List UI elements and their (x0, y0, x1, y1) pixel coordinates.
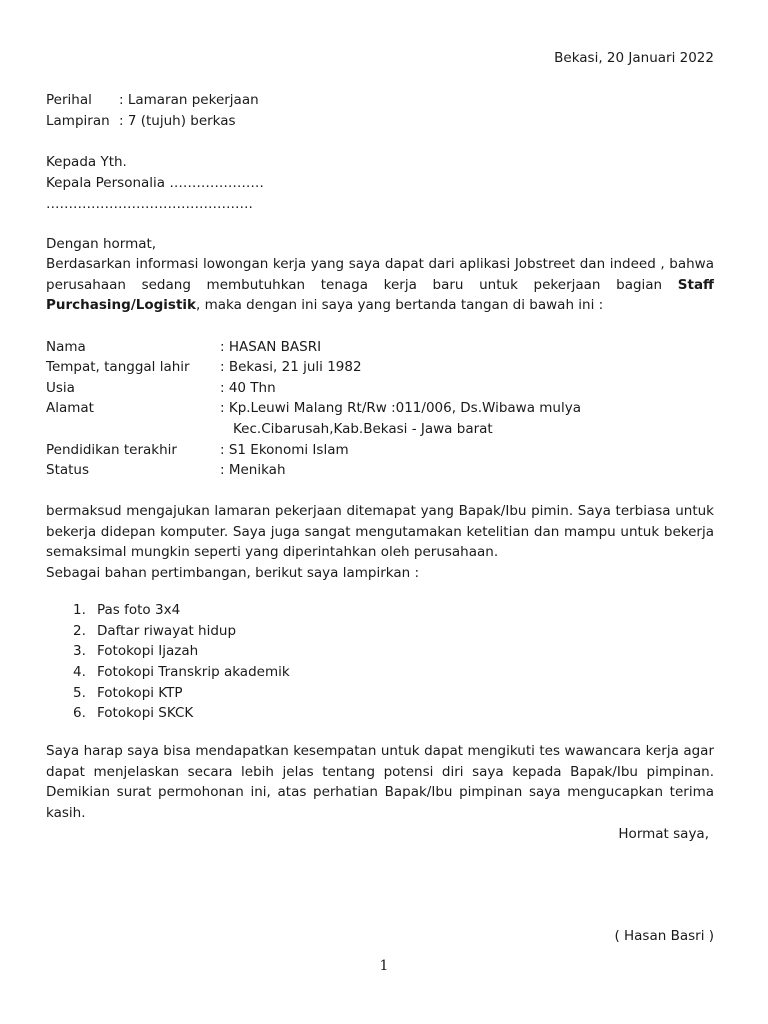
identity-row (46, 460, 714, 480)
identity-row (46, 398, 714, 418)
identity-value: : Kp.Leuwi Malang Rt/Rw :011/006, Ds.Wibawa mulya (220, 400, 581, 416)
signoff: Hormat saya, (618, 826, 709, 842)
list-number: 2. (73, 622, 86, 639)
greeting: Dengan hormat, (46, 236, 157, 252)
identity-label: Pendidikan terakhir (46, 442, 177, 458)
identity-label: Status (46, 462, 90, 478)
list-number: 5. (73, 684, 86, 701)
signature-name: ( Hasan Basri ) (614, 928, 714, 944)
letter-page (46, 0, 714, 1024)
identity-value: : HASAN BASRI (220, 339, 322, 355)
recipient-line-3: ………………………………………. (46, 196, 253, 212)
list-text: Pas foto 3x4 (97, 602, 181, 618)
recipient-line-1: Kepada Yth. (46, 154, 127, 170)
identity-label: Nama (46, 339, 86, 355)
identity-value: Kec.Cibarusah,Kab.Bekasi - Jawa barat (233, 421, 493, 437)
identity-row (46, 419, 714, 439)
list-number: 4. (73, 664, 86, 681)
list-text: Fotokopi SKCK (97, 705, 194, 722)
identity-label: Tempat, tanggal lahir (46, 359, 190, 375)
identity-value: : S1 Ekonomi Islam (220, 442, 349, 458)
identity-row (46, 378, 714, 398)
identity-value: : Menikah (220, 462, 286, 478)
list-text: Fotokopi Transkrip akademik (97, 664, 290, 681)
list-text: Daftar riwayat hidup (97, 622, 237, 639)
perihal-label: Perihal (46, 92, 92, 108)
list-text: Fotokopi Ijazah (97, 643, 199, 660)
page-number: 1 (379, 958, 389, 974)
intro-text-before: Berdasarkan informasi lowongan kerja yang saya dapat dari aplikasi Jobstreet dan indeed , bahwa perusahaan sedang membutuhkan tenaga kerja baru untuk pekerjaan bagian (46, 256, 714, 293)
position-name: Staff Purchasing/Logistik (46, 276, 714, 314)
identity-label: Alamat (46, 400, 94, 416)
identity-value: : 40 Thn (220, 380, 276, 396)
list-number: 3. (73, 643, 86, 660)
closing-paragraph: Saya harap saya bisa mendapatkan kesempatan untuk dapat mengikuti tes wawancara kerja agar dapat menjelaskan secara lebih jelas tentang potensi diri saya kepada Bapak/Ibu pimpinan. Demikian surat permohonan ini, atas perhatian Bapak/Ibu pimpinan saya mengucapkan terima kasih. (46, 743, 714, 821)
lampiran-value: : 7 (tujuh) berkas (119, 113, 236, 129)
intro-paragraph (46, 254, 714, 316)
identity-label: Usia (46, 380, 75, 396)
identity-value: : Bekasi, 21 juli 1982 (220, 359, 362, 375)
list-number: 1. (73, 602, 86, 618)
recipient-line-2: Kepala Personalia ………………… (46, 175, 264, 191)
identity-row (46, 337, 714, 357)
perihal-row (46, 90, 714, 110)
attachments-intro: Sebagai bahan pertimbangan, berikut saya lampirkan : (46, 565, 419, 581)
lampiran-row (46, 111, 714, 131)
lampiran-label: Lampiran (46, 113, 110, 129)
identity-row (46, 440, 714, 460)
identity-row (46, 357, 714, 377)
date-line: Bekasi, 20 Januari 2022 (554, 50, 714, 66)
list-text: Fotokopi KTP (97, 684, 183, 701)
body-paragraph: bermaksud mengajukan lamaran pekerjaan ditemapat yang Bapak/Ibu pimin. Saya terbiasa untuk bekerja didepan komputer. Saya juga sangat mengutamakan ketelitian dan mampu untuk bekerja semaksimal mungkin seperti yang diperintahkan oleh perusahaan. (46, 503, 714, 561)
list-number: 6. (73, 705, 86, 722)
perihal-value: : Lamaran pekerjaan (119, 92, 259, 108)
intro-text-after: , maka dengan ini saya yang bertanda tangan di bawah ini : (196, 297, 604, 314)
